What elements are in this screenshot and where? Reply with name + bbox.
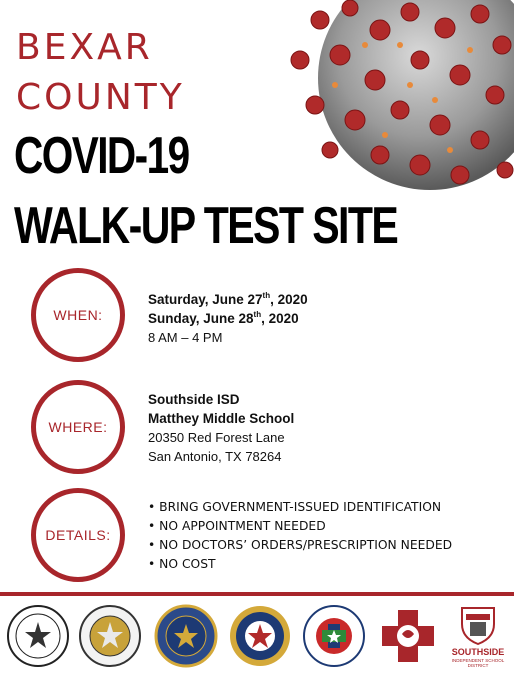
walkup-heading: WALK-UP TEST SITE	[14, 197, 398, 255]
fire-marshal-badge-icon	[78, 604, 142, 668]
county-title-line2: COUNTY	[16, 77, 185, 118]
when-hours: 8 AM – 4 PM	[148, 330, 223, 345]
when-info	[148, 290, 308, 347]
where-circle	[31, 380, 125, 474]
where-street: 20350 Red Forest Lane	[148, 430, 285, 445]
where-school: Matthey Middle School	[148, 411, 295, 426]
details-item: • NO APPOINTMENT NEEDED	[148, 517, 452, 536]
medical-cross-logo-icon	[376, 604, 440, 668]
where-city: San Antonio, TX 78264	[148, 449, 282, 464]
covid-heading: COVID-19	[14, 127, 189, 185]
when-day1: Saturday, June 27th, 2020	[148, 291, 308, 307]
when-day2: Sunday, June 28th, 2020	[148, 310, 299, 326]
details-item: • BRING GOVERNMENT-ISSUED IDENTIFICATION	[148, 498, 452, 517]
texas-star-seal-icon	[228, 604, 292, 668]
when-circle	[31, 268, 125, 362]
sponsor-logos	[0, 600, 514, 675]
details-info	[148, 498, 452, 574]
southside-isd-subtitle: INDEPENDENT SCHOOL DISTRICT	[451, 658, 505, 668]
coronavirus-illustration-icon	[270, 0, 514, 190]
texas-military-department-seal-icon	[154, 604, 218, 668]
details-item: • NO COST	[148, 555, 452, 574]
where-label: WHERE:	[48, 419, 108, 435]
bexar-county-seal-icon	[6, 604, 70, 668]
details-label: DETAILS:	[45, 527, 111, 543]
southside-isd-name: SOUTHSIDE	[451, 647, 505, 657]
when-label: WHEN:	[53, 307, 103, 323]
details-item: • NO DOCTORS’ ORDERS/PRESCRIPTION NEEDED	[148, 536, 452, 555]
southside-isd-shield-icon	[458, 604, 498, 646]
where-district: Southside ISD	[148, 392, 240, 407]
county-title-line1: BEXAR	[16, 27, 153, 68]
where-info	[148, 390, 294, 466]
texas-division-emergency-management-seal-icon	[302, 604, 366, 668]
details-circle	[31, 488, 125, 582]
footer-divider	[0, 592, 514, 596]
